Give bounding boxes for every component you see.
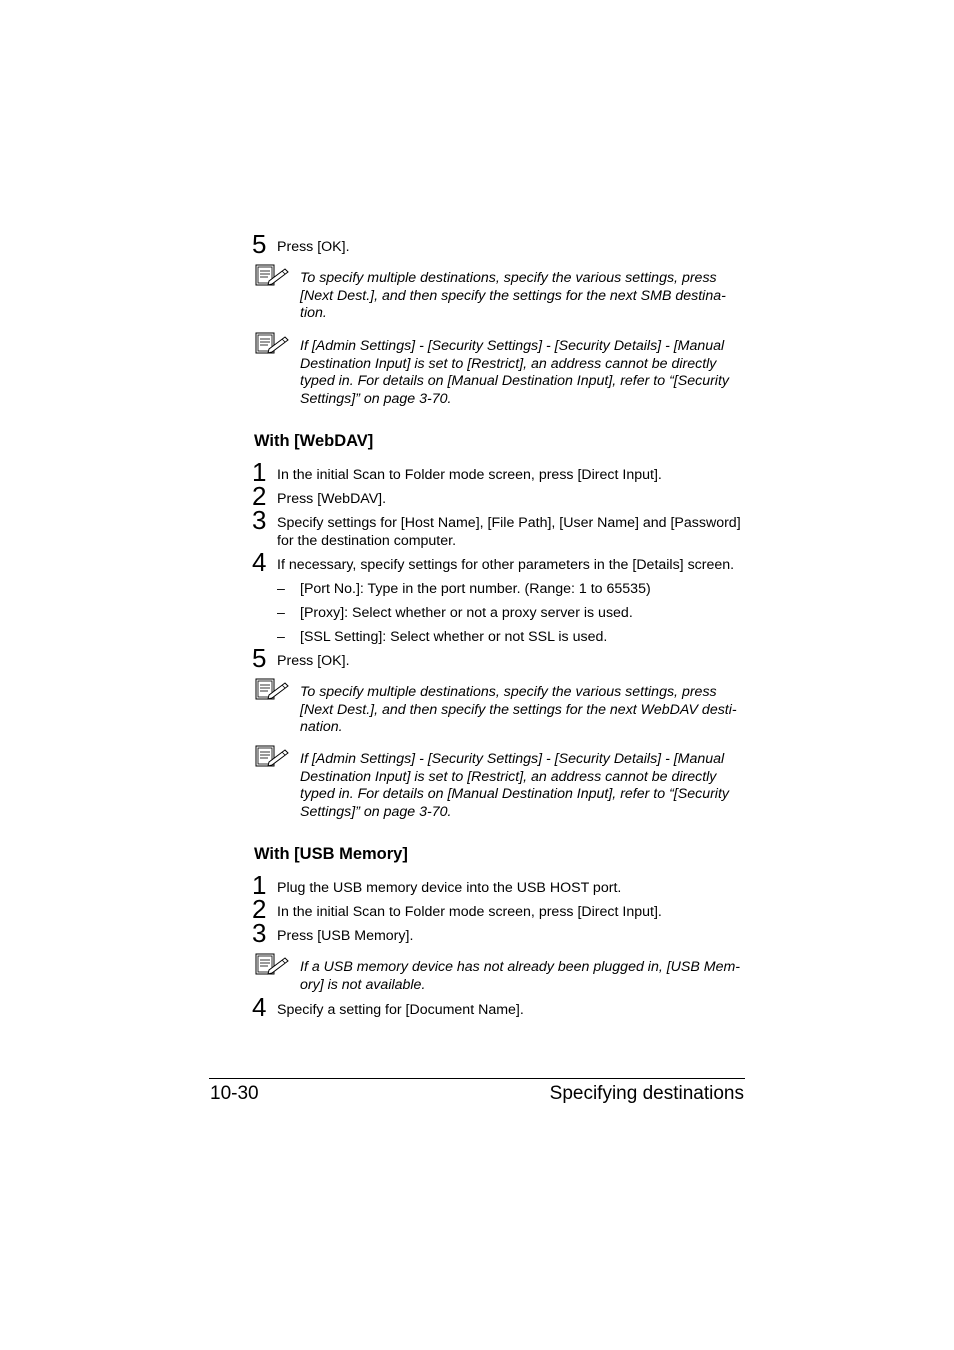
note-icon bbox=[255, 332, 289, 354]
step-text: Press [WebDAV]. bbox=[277, 491, 387, 507]
bullet-dash: – bbox=[277, 629, 285, 645]
step-number: 1 bbox=[252, 457, 267, 487]
step-number: 1 bbox=[252, 870, 267, 900]
section-title: Specifying destinations bbox=[549, 1083, 744, 1104]
step-text: Plug the USB memory device into the USB HOST port. bbox=[277, 880, 622, 896]
page-number: 10-30 bbox=[210, 1083, 259, 1104]
step-number: 4 bbox=[252, 547, 267, 577]
section-heading: With [USB Memory] bbox=[254, 845, 408, 863]
bullet-dash: – bbox=[277, 581, 285, 597]
note-icon bbox=[255, 745, 289, 767]
step-number: 4 bbox=[252, 992, 267, 1022]
note-icon bbox=[255, 953, 289, 975]
step-text: Press [OK]. bbox=[277, 239, 350, 255]
note-text: To specify multiple destinations, specify the various settings, press [Next Dest.], and then specify the settings for the next SMB destina-tion. bbox=[300, 270, 726, 322]
bullet-text: [Proxy]: Select whether or not a proxy server is used. bbox=[300, 605, 633, 621]
footer-rule bbox=[209, 1078, 745, 1079]
note-icon bbox=[255, 264, 289, 286]
step-text: Specify settings for [Host Name], [File Path], [User Name] and [Password] for the destination computer. bbox=[277, 515, 741, 549]
step-text: Press [OK]. bbox=[277, 653, 350, 669]
step-text: In the initial Scan to Folder mode screen, press [Direct Input]. bbox=[277, 467, 662, 483]
step-text: Specify a setting for [Document Name]. bbox=[277, 1002, 524, 1018]
bullet-text: [Port No.]: Type in the port number. (Range: 1 to 65535) bbox=[300, 581, 651, 597]
step-text: In the initial Scan to Folder mode screen, press [Direct Input]. bbox=[277, 904, 662, 920]
bullet-dash: – bbox=[277, 605, 285, 621]
note-text: To specify multiple destinations, specify the various settings, press [Next Dest.], and then specify the settings for the next WebDAV desti-nation. bbox=[300, 684, 737, 736]
step-number: 2 bbox=[252, 481, 267, 511]
step-number: 5 bbox=[252, 229, 267, 259]
section-heading: With [WebDAV] bbox=[254, 432, 374, 450]
step-text: Press [USB Memory]. bbox=[277, 928, 414, 944]
note-text: If [Admin Settings] - [Security Settings] - [Security Details] - [Manual Destination Input] is set to [Restrict], an address cannot be directly typed in. For details on [Manual Destination Input], refer to “[Security Settings]” on page 3-70. bbox=[300, 338, 729, 407]
step-number: 3 bbox=[252, 918, 267, 948]
step-number: 3 bbox=[252, 505, 267, 535]
note-icon bbox=[255, 678, 289, 700]
step-number: 5 bbox=[252, 643, 267, 673]
note-text: If a USB memory device has not already been plugged in, [USB Mem-ory] is not available. bbox=[300, 959, 741, 993]
step-text: If necessary, specify settings for other parameters in the [Details] screen. bbox=[277, 557, 735, 573]
note-text: If [Admin Settings] - [Security Settings] - [Security Details] - [Manual Destination Input] is set to [Restrict], an address cannot be directly typed in. For details on [Manual Destination Input], refer to “[Security Settings]” on page 3-70. bbox=[300, 751, 729, 820]
bullet-text: [SSL Setting]: Select whether or not SSL is used. bbox=[300, 629, 608, 645]
step-number: 2 bbox=[252, 894, 267, 924]
